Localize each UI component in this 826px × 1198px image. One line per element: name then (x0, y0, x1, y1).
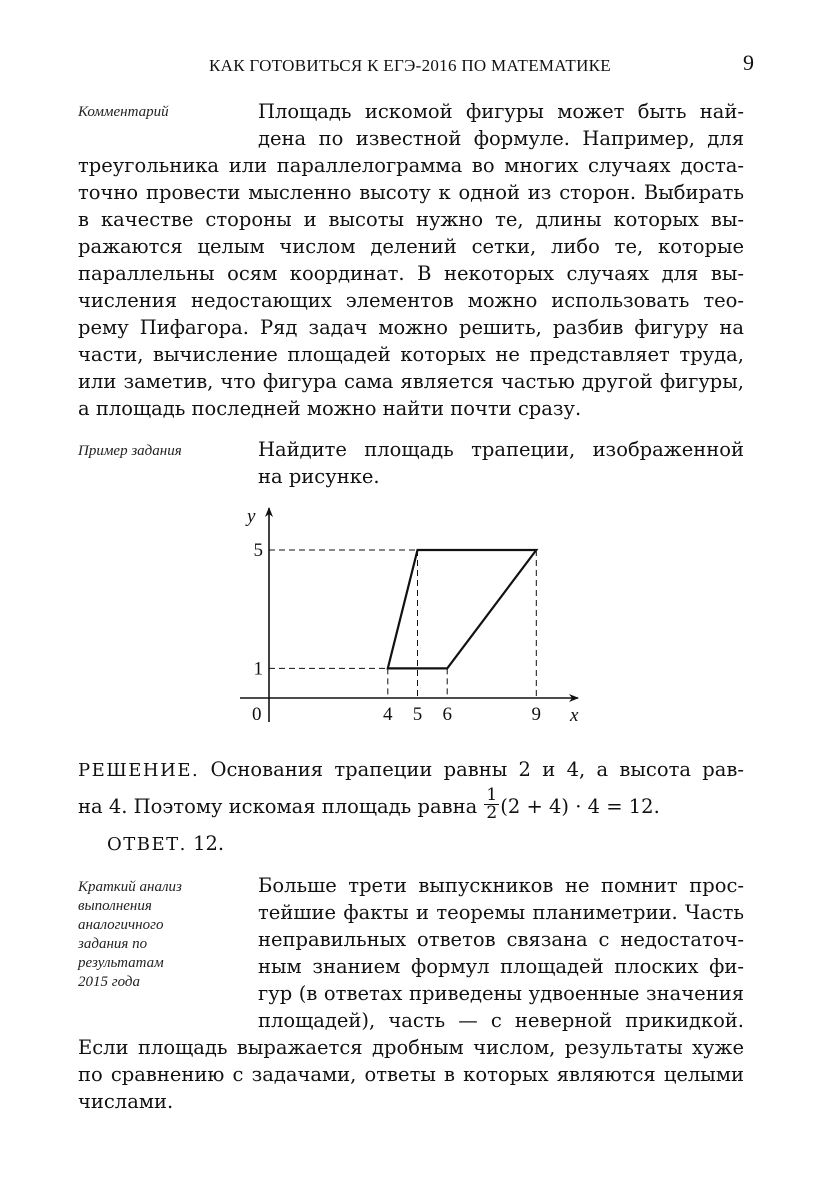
analysis-label-line: выполнения (78, 898, 152, 914)
commentary-line: а площадь последней можно найти почти сразу. (78, 397, 582, 420)
commentary-line: в качестве стороны и высоты нужно те, длины которых вы- (78, 208, 744, 231)
analysis-label (78, 878, 182, 992)
commentary-line: ражаются целым числом делений сетки, либо те, которые (78, 235, 744, 258)
example-label: Пример задания (78, 443, 182, 459)
x-tick-label: 9 (531, 704, 542, 725)
solution-text: Основания трапеции равны 2 и 4, а высота рав- (210, 758, 744, 781)
commentary-line: части, вычисление площадей которых не представляет труда, (78, 343, 744, 366)
answer-value: 12. (193, 832, 225, 855)
fraction (484, 787, 499, 822)
commentary-line: или заметив, что фигура сама является частью другой фигуры, (78, 370, 744, 393)
analysis-label-line: результатам (78, 955, 164, 971)
analysis-label-line: аналогичного (78, 917, 164, 933)
analysis-line: неправильных ответов связана с недостаточ- (258, 928, 744, 951)
analysis-line: числами. (78, 1090, 174, 1113)
analysis-line: по сравнению с задачами, ответы в которых являются целыми (78, 1063, 744, 1086)
example-line: Найдите площадь трапеции, изображенной (258, 438, 744, 461)
solution-formula: (2 + 4) · 4 = 12. (500, 795, 660, 818)
analysis-line: Если площадь выражается дробным числом, результаты хуже (78, 1036, 744, 1059)
fraction-denominator: 2 (486, 803, 498, 823)
answer-label: ОТВЕТ. (107, 834, 187, 855)
y-axis-label: y (247, 506, 256, 527)
page-number: 9 (743, 50, 754, 75)
analysis-line: площадей), часть — с неверной прикидкой. (258, 1009, 744, 1032)
dashed-guides (269, 550, 536, 698)
analysis-label-line: 2015 года (78, 974, 140, 990)
analysis-label-line: задания по (78, 936, 148, 952)
answer-line (107, 830, 224, 858)
trapezoid-shape (388, 550, 537, 668)
commentary-line: рему Пифагора. Ряд задач можно решить, разбив фигуру на (78, 316, 744, 339)
running-header-title: КАК ГОТОВИТЬСЯ К ЕГЭ-2016 ПО МАТЕМАТИКЕ (209, 56, 611, 75)
x-tick-label: 5 (412, 704, 423, 725)
commentary-line: точно провести мысленно высоту к одной из сторон. Выбирать (78, 181, 744, 204)
commentary-line: дена по известной формуле. Например, для (258, 127, 744, 150)
commentary-line: числения недостающих элементов можно использовать тео- (78, 289, 744, 312)
solution-label: РЕШЕНИЕ. (78, 760, 200, 781)
solution-line (78, 785, 744, 825)
commentary-label: Комментарий (78, 104, 169, 120)
fraction-numerator: 1 (486, 785, 498, 805)
y-tick-label: 1 (253, 658, 263, 680)
x-tick-label: 6 (442, 704, 452, 725)
analysis-line: Больше трети выпускников не помнит прос- (258, 874, 744, 897)
analysis-line: гур (в ответах приведены удвоенные значения (258, 982, 744, 1005)
analysis-label-line: Краткий анализ (78, 879, 182, 895)
commentary-line: треугольника или параллелограмма во многих случаях доста- (78, 154, 744, 177)
solution-line (78, 756, 744, 784)
x-axis-label: x (570, 705, 579, 726)
commentary-line: параллельны осям координат. В некоторых случаях для вы- (78, 262, 744, 285)
commentary-line: Площадь искомой фигуры может быть най- (258, 100, 744, 123)
analysis-line: ным знанием формул площадей плоских фи- (258, 955, 744, 978)
x-tick-label: 4 (383, 704, 393, 725)
y-tick-label: 5 (253, 540, 263, 561)
analysis-line: тейшие факты и теоремы планиметрии. Часть (258, 901, 744, 924)
origin-label: 0 (252, 704, 262, 725)
example-line: на рисунке. (258, 465, 380, 488)
solution-text: на 4. Поэтому искомая площадь равна (78, 795, 478, 818)
